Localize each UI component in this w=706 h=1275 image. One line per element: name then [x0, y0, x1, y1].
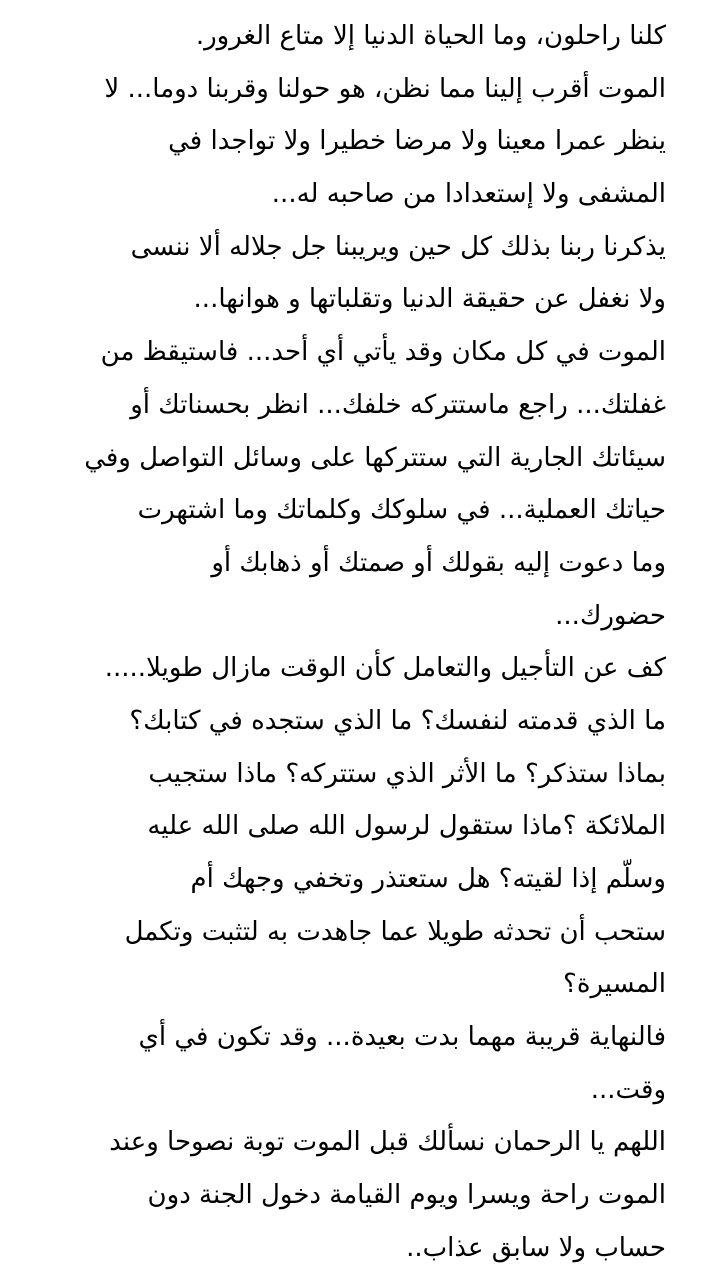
text-line: يذكرنا ربنا بذلك كل حين ويريبنا جل جلاله ألا ننسى — [130, 231, 666, 262]
text-line: حساب ولا سابق عذاب.. — [406, 1232, 666, 1263]
text-line: غفلتك... راجع ماستتركه خلفك... انظر بحسناتك أو — [130, 389, 666, 420]
text-line: حياتك العملية... في سلوكك وكلماتك وما اشتهرت — [137, 495, 666, 526]
text-line: ينظر عمرا معينا ولا مرضا خطيرا ولا تواجدا في — [168, 126, 666, 157]
text-line: سيئاتك الجارية التي ستتركها على وسائل التواصل وفي — [84, 442, 666, 473]
text-line: المشفى ولا إستعدادا من صاحبه له... — [271, 179, 666, 210]
text-line: وقت... — [590, 1074, 666, 1105]
text-line: اللهم يا الرحمان نسألك قبل الموت توبة نصوحا وعند — [109, 1127, 666, 1158]
text-line: ولا نغفل عن حقيقة الدنيا وتقلباتها و هوانها... — [193, 284, 666, 315]
text-line: كف عن التأجيل والتعامل كأن الوقت مازال طويلا..... — [104, 653, 666, 684]
text-line: الموت راحة ويسرا ويوم القيامة دخول الجنة دون — [147, 1180, 666, 1211]
text-line: ستحب أن تحدثه طويلا عما جاهدت به لتثبت وتكمل — [124, 916, 666, 947]
text-line: المسيرة؟ — [563, 969, 666, 1000]
text-line: وسلّم إذا لقيته؟ هل ستعتذر وتخفي وجهك أم — [190, 864, 666, 894]
text-line: الموت في كل مكان وقد يأتي أي أحد... فاستيقظ من — [100, 337, 666, 368]
text-line: وما دعوت إليه بقولك أو صمتك أو ذهابك أو — [211, 547, 666, 578]
text-line: الملائكة ؟ماذا ستقول لرسول الله صلى الله عليه — [147, 811, 666, 842]
text-line: بماذا ستذكر؟ ما الأثر الذي ستتركه؟ ماذا ستجيب — [148, 758, 666, 789]
text-line: ما الذي قدمته لنفسك؟ ما الذي ستجده في كتابك؟ — [129, 705, 666, 736]
text-line: حضورك... — [555, 600, 666, 631]
text-line: كلنا راحلون، وما الحياة الدنيا إلا متاع الغرور. — [195, 21, 666, 51]
text-line: فالنهاية قريبة مهما بدت بعيدة... وقد تكون في أي — [138, 1022, 666, 1053]
text-line: الموت أقرب إلينا مما نظن، هو حولنا وقربنا دوما... لا — [104, 73, 666, 104]
